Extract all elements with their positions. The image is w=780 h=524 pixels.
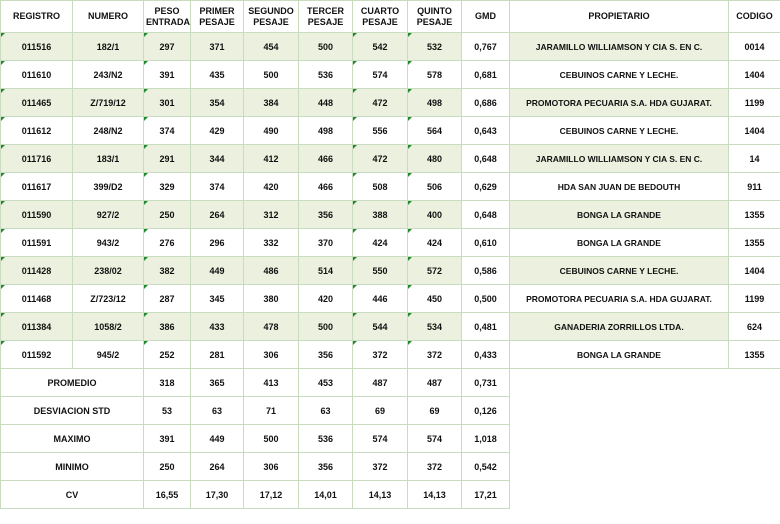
cell-cuarto: 372 xyxy=(353,341,408,369)
cell-segundo: 500 xyxy=(244,61,299,89)
cell-segundo: 412 xyxy=(244,145,299,173)
cell-primer: 433 xyxy=(191,313,244,341)
summary-label: CV xyxy=(1,481,144,509)
cell-propietario: CEBUINOS CARNE Y LECHE. xyxy=(510,61,729,89)
cell-registro: 011516 xyxy=(1,33,73,61)
cell-primer: 281 xyxy=(191,341,244,369)
cell-numero: Z/723/12 xyxy=(73,285,144,313)
cell-peso-entrada: 287 xyxy=(144,285,191,313)
cell-segundo: 490 xyxy=(244,117,299,145)
summary-cell-gmd: 17,21 xyxy=(462,481,510,509)
cell-peso-entrada: 391 xyxy=(144,61,191,89)
summary-row xyxy=(1,369,780,397)
cell-cuarto: 472 xyxy=(353,145,408,173)
data-rows xyxy=(1,33,780,369)
cell-numero: 243/N2 xyxy=(73,61,144,89)
table-row xyxy=(1,229,780,257)
cell-tercer: 356 xyxy=(299,341,353,369)
cell-propietario: BONGA LA GRANDE xyxy=(510,229,729,257)
cell-peso-entrada: 291 xyxy=(144,145,191,173)
cell-peso-entrada: 382 xyxy=(144,257,191,285)
summary-cell-gmd: 0,126 xyxy=(462,397,510,425)
cell-numero: Z/719/12 xyxy=(73,89,144,117)
cell-numero: 248/N2 xyxy=(73,117,144,145)
cell-codigo: 911 xyxy=(729,173,780,201)
summary-cell-segundo: 306 xyxy=(244,453,299,481)
cell-propietario: PROMOTORA PECUARIA S.A. HDA GUJARAT. xyxy=(510,89,729,117)
summary-label: DESVIACION STD xyxy=(1,397,144,425)
header-peso-entrada: PESO ENTRADA xyxy=(144,1,191,33)
cell-propietario: JARAMILLO WILLIAMSON Y CIA S. EN C. xyxy=(510,33,729,61)
cell-quinto: 498 xyxy=(408,89,462,117)
empty-area xyxy=(510,397,780,425)
summary-label: MAXIMO xyxy=(1,425,144,453)
cell-numero: 1058/2 xyxy=(73,313,144,341)
cell-primer: 354 xyxy=(191,89,244,117)
summary-cell-segundo: 71 xyxy=(244,397,299,425)
cell-codigo: 14 xyxy=(729,145,780,173)
summary-row xyxy=(1,425,780,453)
cell-registro: 011716 xyxy=(1,145,73,173)
table-row xyxy=(1,257,780,285)
cell-segundo: 306 xyxy=(244,341,299,369)
cell-propietario: PROMOTORA PECUARIA S.A. HDA GUJARAT. xyxy=(510,285,729,313)
summary-cell-cuarto: 14,13 xyxy=(353,481,408,509)
header-segundo-pesaje: SEGUNDO PESAJE xyxy=(244,1,299,33)
cell-gmd: 0,681 xyxy=(462,61,510,89)
header-codigo: CODIGO xyxy=(729,1,780,33)
cell-primer: 371 xyxy=(191,33,244,61)
cell-gmd: 0,767 xyxy=(462,33,510,61)
summary-cell-peso-entrada: 16,55 xyxy=(144,481,191,509)
summary-cell-primer: 264 xyxy=(191,453,244,481)
summary-cell-primer: 17,30 xyxy=(191,481,244,509)
summary-cell-peso-entrada: 391 xyxy=(144,425,191,453)
cell-cuarto: 574 xyxy=(353,61,408,89)
empty-area xyxy=(510,369,780,397)
cell-tercer: 498 xyxy=(299,117,353,145)
cell-cuarto: 544 xyxy=(353,313,408,341)
cell-codigo: 0014 xyxy=(729,33,780,61)
cell-gmd: 0,648 xyxy=(462,201,510,229)
cell-primer: 374 xyxy=(191,173,244,201)
summary-cell-quinto: 69 xyxy=(408,397,462,425)
cell-codigo: 1404 xyxy=(729,61,780,89)
cell-gmd: 0,481 xyxy=(462,313,510,341)
cell-primer: 449 xyxy=(191,257,244,285)
cell-cuarto: 556 xyxy=(353,117,408,145)
table-row xyxy=(1,33,780,61)
cell-gmd: 0,648 xyxy=(462,145,510,173)
cell-cuarto: 388 xyxy=(353,201,408,229)
summary-cell-primer: 449 xyxy=(191,425,244,453)
cell-propietario: CEBUINOS CARNE Y LECHE. xyxy=(510,117,729,145)
cell-quinto: 372 xyxy=(408,341,462,369)
cell-peso-entrada: 276 xyxy=(144,229,191,257)
summary-cell-cuarto: 372 xyxy=(353,453,408,481)
header-quinto-pesaje: QUINTO PESAJE xyxy=(408,1,462,33)
cell-registro: 011617 xyxy=(1,173,73,201)
cell-gmd: 0,586 xyxy=(462,257,510,285)
cell-peso-entrada: 374 xyxy=(144,117,191,145)
cell-propietario: HDA SAN JUAN DE BEDOUTH xyxy=(510,173,729,201)
summary-cell-gmd: 0,542 xyxy=(462,453,510,481)
cell-numero: 182/1 xyxy=(73,33,144,61)
summary-row xyxy=(1,481,780,509)
cell-numero: 943/2 xyxy=(73,229,144,257)
cell-codigo: 1355 xyxy=(729,341,780,369)
cell-tercer: 448 xyxy=(299,89,353,117)
cell-segundo: 332 xyxy=(244,229,299,257)
cell-primer: 296 xyxy=(191,229,244,257)
summary-cell-peso-entrada: 250 xyxy=(144,453,191,481)
cell-tercer: 466 xyxy=(299,173,353,201)
cell-quinto: 532 xyxy=(408,33,462,61)
summary-cell-gmd: 1,018 xyxy=(462,425,510,453)
summary-label: PROMEDIO xyxy=(1,369,144,397)
cell-numero: 399/D2 xyxy=(73,173,144,201)
cell-peso-entrada: 386 xyxy=(144,313,191,341)
summary-row xyxy=(1,453,780,481)
cell-segundo: 380 xyxy=(244,285,299,313)
header-cuarto-pesaje: CUARTO PESAJE xyxy=(353,1,408,33)
table-row xyxy=(1,117,780,145)
empty-area xyxy=(510,481,780,509)
table-row xyxy=(1,61,780,89)
cell-gmd: 0,610 xyxy=(462,229,510,257)
cell-quinto: 400 xyxy=(408,201,462,229)
summary-cell-segundo: 413 xyxy=(244,369,299,397)
summary-cell-tercer: 14,01 xyxy=(299,481,353,509)
summary-cell-peso-entrada: 53 xyxy=(144,397,191,425)
cell-gmd: 0,686 xyxy=(462,89,510,117)
cell-codigo: 1199 xyxy=(729,89,780,117)
summary-rows xyxy=(1,369,780,509)
header-gmd: GMD xyxy=(462,1,510,33)
cell-quinto: 564 xyxy=(408,117,462,145)
cell-propietario: CEBUINOS CARNE Y LECHE. xyxy=(510,257,729,285)
cell-registro: 011591 xyxy=(1,229,73,257)
table-row xyxy=(1,173,780,201)
empty-area xyxy=(510,453,780,481)
cell-codigo: 624 xyxy=(729,313,780,341)
cell-tercer: 514 xyxy=(299,257,353,285)
cell-peso-entrada: 329 xyxy=(144,173,191,201)
cell-numero: 238/02 xyxy=(73,257,144,285)
cell-cuarto: 508 xyxy=(353,173,408,201)
summary-cell-cuarto: 69 xyxy=(353,397,408,425)
cell-registro: 011465 xyxy=(1,89,73,117)
cell-numero: 183/1 xyxy=(73,145,144,173)
summary-cell-segundo: 500 xyxy=(244,425,299,453)
cell-gmd: 0,433 xyxy=(462,341,510,369)
cell-tercer: 466 xyxy=(299,145,353,173)
cell-codigo: 1355 xyxy=(729,201,780,229)
cell-registro: 011468 xyxy=(1,285,73,313)
cell-segundo: 420 xyxy=(244,173,299,201)
summary-cell-tercer: 356 xyxy=(299,453,353,481)
cell-codigo: 1404 xyxy=(729,257,780,285)
summary-cell-gmd: 0,731 xyxy=(462,369,510,397)
cell-tercer: 356 xyxy=(299,201,353,229)
header-registro: REGISTRO xyxy=(1,1,73,33)
summary-cell-quinto: 14,13 xyxy=(408,481,462,509)
cell-primer: 345 xyxy=(191,285,244,313)
cell-registro: 011428 xyxy=(1,257,73,285)
cell-quinto: 424 xyxy=(408,229,462,257)
summary-cell-primer: 63 xyxy=(191,397,244,425)
cell-segundo: 454 xyxy=(244,33,299,61)
cell-primer: 344 xyxy=(191,145,244,173)
summary-cell-primer: 365 xyxy=(191,369,244,397)
empty-area xyxy=(510,425,780,453)
summary-label: MINIMO xyxy=(1,453,144,481)
table-row xyxy=(1,285,780,313)
cell-gmd: 0,643 xyxy=(462,117,510,145)
cell-gmd: 0,500 xyxy=(462,285,510,313)
cell-quinto: 578 xyxy=(408,61,462,89)
summary-cell-quinto: 487 xyxy=(408,369,462,397)
cell-peso-entrada: 252 xyxy=(144,341,191,369)
cell-cuarto: 424 xyxy=(353,229,408,257)
header-row xyxy=(1,1,780,33)
cell-quinto: 534 xyxy=(408,313,462,341)
summary-cell-cuarto: 574 xyxy=(353,425,408,453)
cell-segundo: 384 xyxy=(244,89,299,117)
summary-cell-cuarto: 487 xyxy=(353,369,408,397)
cell-registro: 011612 xyxy=(1,117,73,145)
cell-segundo: 312 xyxy=(244,201,299,229)
cell-segundo: 478 xyxy=(244,313,299,341)
summary-cell-tercer: 63 xyxy=(299,397,353,425)
header-propietario: PROPIETARIO xyxy=(510,1,729,33)
summary-cell-tercer: 536 xyxy=(299,425,353,453)
cell-codigo: 1199 xyxy=(729,285,780,313)
cell-quinto: 480 xyxy=(408,145,462,173)
cell-registro: 011592 xyxy=(1,341,73,369)
cell-tercer: 420 xyxy=(299,285,353,313)
cell-codigo: 1355 xyxy=(729,229,780,257)
summary-row xyxy=(1,397,780,425)
cell-quinto: 506 xyxy=(408,173,462,201)
table-row xyxy=(1,341,780,369)
summary-cell-quinto: 372 xyxy=(408,453,462,481)
cell-primer: 435 xyxy=(191,61,244,89)
cell-segundo: 486 xyxy=(244,257,299,285)
cell-cuarto: 472 xyxy=(353,89,408,117)
cell-gmd: 0,629 xyxy=(462,173,510,201)
cell-propietario: BONGA LA GRANDE xyxy=(510,201,729,229)
cell-codigo: 1404 xyxy=(729,117,780,145)
cell-tercer: 500 xyxy=(299,313,353,341)
cell-propietario: GANADERIA ZORRILLOS LTDA. xyxy=(510,313,729,341)
cell-peso-entrada: 250 xyxy=(144,201,191,229)
summary-cell-tercer: 453 xyxy=(299,369,353,397)
cell-peso-entrada: 301 xyxy=(144,89,191,117)
header-numero: NUMERO xyxy=(73,1,144,33)
summary-cell-segundo: 17,12 xyxy=(244,481,299,509)
cell-primer: 264 xyxy=(191,201,244,229)
cell-quinto: 572 xyxy=(408,257,462,285)
table-row xyxy=(1,201,780,229)
table-row xyxy=(1,313,780,341)
cell-tercer: 370 xyxy=(299,229,353,257)
cell-registro: 011590 xyxy=(1,201,73,229)
header-tercer-pesaje: TERCER PESAJE xyxy=(299,1,353,33)
table-row xyxy=(1,89,780,117)
cell-cuarto: 550 xyxy=(353,257,408,285)
summary-cell-quinto: 574 xyxy=(408,425,462,453)
summary-cell-peso-entrada: 318 xyxy=(144,369,191,397)
cell-registro: 011610 xyxy=(1,61,73,89)
cell-peso-entrada: 297 xyxy=(144,33,191,61)
cell-registro: 011384 xyxy=(1,313,73,341)
cell-cuarto: 542 xyxy=(353,33,408,61)
header-primer-pesaje: PRIMER PESAJE xyxy=(191,1,244,33)
cell-cuarto: 446 xyxy=(353,285,408,313)
table-row xyxy=(1,145,780,173)
cell-primer: 429 xyxy=(191,117,244,145)
cell-propietario: BONGA LA GRANDE xyxy=(510,341,729,369)
cell-quinto: 450 xyxy=(408,285,462,313)
cell-tercer: 500 xyxy=(299,33,353,61)
cell-propietario: JARAMILLO WILLIAMSON Y CIA S. EN C. xyxy=(510,145,729,173)
cell-numero: 927/2 xyxy=(73,201,144,229)
cell-numero: 945/2 xyxy=(73,341,144,369)
cell-tercer: 536 xyxy=(299,61,353,89)
